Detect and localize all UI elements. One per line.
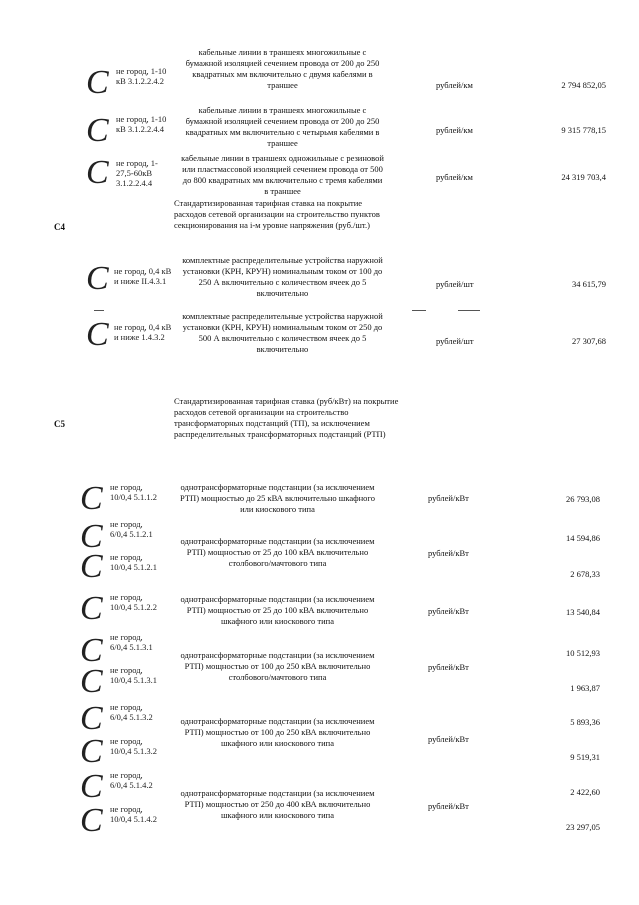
section-heading-c4: Стандартизированная тарифная ставка на покрытие расходов сетевой организации на строительство пунктов секционирования на i-м уровне напряжения (руб./шт.) bbox=[174, 198, 380, 230]
c-glyph: C bbox=[80, 480, 103, 517]
row-description: кабельные линии в траншеях многожильные с бумажной изоляцией сечением провода от 200 до 250 квадратных мм включительно с двумя кабелями в траншее bbox=[185, 47, 380, 90]
c-glyph: C bbox=[80, 663, 103, 700]
row-code: не город, 0,4 кВ и ниже 1.4.3.2 bbox=[114, 322, 172, 342]
c-glyph: C bbox=[80, 590, 103, 627]
row-value: 2 678,33 bbox=[570, 569, 600, 579]
row-value: 2 422,60 bbox=[570, 787, 600, 797]
row-code: не город, 10/0,4 5.1.3.1 bbox=[110, 665, 157, 685]
row-code: не город, 6/0,4 5.1.3.2 bbox=[110, 702, 153, 722]
scan-mark bbox=[94, 310, 104, 311]
row-value: 26 793,08 bbox=[566, 494, 600, 504]
row-code: не город, 10/0,4 5.1.3.2 bbox=[110, 736, 157, 756]
row-unit: рублей/шт bbox=[436, 279, 474, 289]
c-glyph: C bbox=[80, 802, 103, 839]
row-description: однотрансформаторные подстанции (за исключением РТП) мощностью от 25 до 100 кВА включительно шкафного или киоскового типа bbox=[180, 594, 375, 626]
scan-mark bbox=[458, 310, 480, 311]
row-code: не город, 1-10 кВ 3.1.2.2.4.2 bbox=[116, 66, 167, 86]
row-value: 23 297,05 bbox=[566, 822, 600, 832]
scan-mark bbox=[412, 310, 426, 311]
row-unit: рублей/кВт bbox=[428, 801, 469, 811]
row-unit: рублей/км bbox=[436, 172, 473, 182]
row-description: однотрансформаторные подстанции (за исключением РТП) мощностью от 100 до 250 кВА включительно шкафного или киоскового типа bbox=[180, 716, 375, 748]
row-unit: рублей/кВт bbox=[428, 662, 469, 672]
section-label-c4: С4 bbox=[54, 222, 65, 232]
row-unit: рублей/шт bbox=[436, 336, 474, 346]
row-description: кабельные линии в траншеях многожильные с бумажной изоляцией сечением провода от 200 до 250 квадратных мм включительно с четырьмя кабелями в траншее bbox=[185, 105, 380, 148]
row-value: 1 963,87 bbox=[570, 683, 600, 693]
row-unit: рублей/кВт bbox=[428, 493, 469, 503]
section-label-c5: С5 bbox=[54, 419, 65, 429]
row-value: 14 594,86 bbox=[566, 533, 600, 543]
row-unit: рублей/кВт bbox=[428, 606, 469, 616]
row-value: 24 319 703,4 bbox=[561, 172, 606, 182]
row-description: комплектные распределительные устройства наружной установки (КРН, КРУН) номинальным током от 250 до 500 А включительно с количеством ячеек до 5 включительно bbox=[182, 311, 383, 354]
row-value: 9 519,31 bbox=[570, 752, 600, 762]
row-value: 13 540,84 bbox=[566, 607, 600, 617]
row-value: 2 794 852,05 bbox=[561, 80, 606, 90]
row-code: не город, 1-27,5-60кВ 3.1.2.2.4.4 bbox=[116, 158, 158, 188]
row-description: комплектные распределительные устройства наружной установки (КРН, КРУН) номинальным током от 100 до 250 А включительно с количеством ячеек до 5 включительно bbox=[182, 255, 383, 298]
row-code: не город, 10/0,4 5.1.4.2 bbox=[110, 804, 157, 824]
row-code: не город, 6/0,4 5.1.2.1 bbox=[110, 519, 153, 539]
c-glyph: C bbox=[80, 548, 103, 585]
row-description: однотрансформаторные подстанции (за исключением РТП) мощностью до 25 кВА включительно шкафного или киоскового типа bbox=[180, 482, 375, 514]
row-code: не город, 6/0,4 5.1.4.2 bbox=[110, 770, 153, 790]
row-value: 10 512,93 bbox=[566, 648, 600, 658]
row-value: 34 615,79 bbox=[572, 279, 606, 289]
row-unit: рублей/кВт bbox=[428, 548, 469, 558]
section-heading-c5: Стандартизированная тарифная ставка (руб/кВт) на покрытие расходов сетевой организации на строительство трансформаторных подстанций (ТП), за исключением распределительных трансформаторных подстанций (РТП) bbox=[174, 396, 399, 439]
row-value: 27 307,68 bbox=[572, 336, 606, 346]
row-code: не город, 6/0,4 5.1.3.1 bbox=[110, 632, 153, 652]
row-description: однотрансформаторные подстанции (за исключением РТП) мощностью от 250 до 400 кВА включительно шкафного или киоскового типа bbox=[180, 788, 375, 820]
row-description: однотрансформаторные подстанции (за исключением РТП) мощностью от 100 до 250 кВА включительно столбового/мачтового типа bbox=[180, 650, 375, 682]
c-glyph: C bbox=[86, 316, 109, 353]
row-value: 5 893,36 bbox=[570, 717, 600, 727]
row-description: кабельные линии в траншеях одножильные с резиновой или пластмассовой изоляцией сечением провода от 500 до 800 квадратных мм включительно с тремя кабелями в траншее bbox=[181, 153, 384, 196]
c-glyph: C bbox=[86, 64, 109, 101]
row-code: не город, 10/0,4 5.1.2.2 bbox=[110, 592, 157, 612]
c-glyph: C bbox=[80, 768, 103, 805]
row-value: 9 315 778,15 bbox=[561, 125, 606, 135]
row-code: не город, 10/0,4 5.1.2.1 bbox=[110, 552, 157, 572]
row-unit: рублей/км bbox=[436, 125, 473, 135]
c-glyph: C bbox=[80, 632, 103, 669]
row-unit: рублей/км bbox=[436, 80, 473, 90]
row-description: однотрансформаторные подстанции (за исключением РТП) мощностью от 25 до 100 кВА включительно столбового/мачтового типа bbox=[180, 536, 375, 568]
row-unit: рублей/кВт bbox=[428, 734, 469, 744]
c-glyph: C bbox=[86, 260, 109, 297]
row-code: не город, 0,4 кВ и ниже II.4.3.1 bbox=[114, 266, 172, 286]
c-glyph: C bbox=[80, 733, 103, 770]
c-glyph: C bbox=[86, 154, 109, 191]
row-code: не город, 1-10 кВ 3.1.2.2.4.4 bbox=[116, 114, 167, 134]
c-glyph: C bbox=[80, 518, 103, 555]
c-glyph: C bbox=[86, 112, 109, 149]
c-glyph: C bbox=[80, 700, 103, 737]
row-code: не город, 10/0,4 5.1.1.2 bbox=[110, 482, 157, 502]
